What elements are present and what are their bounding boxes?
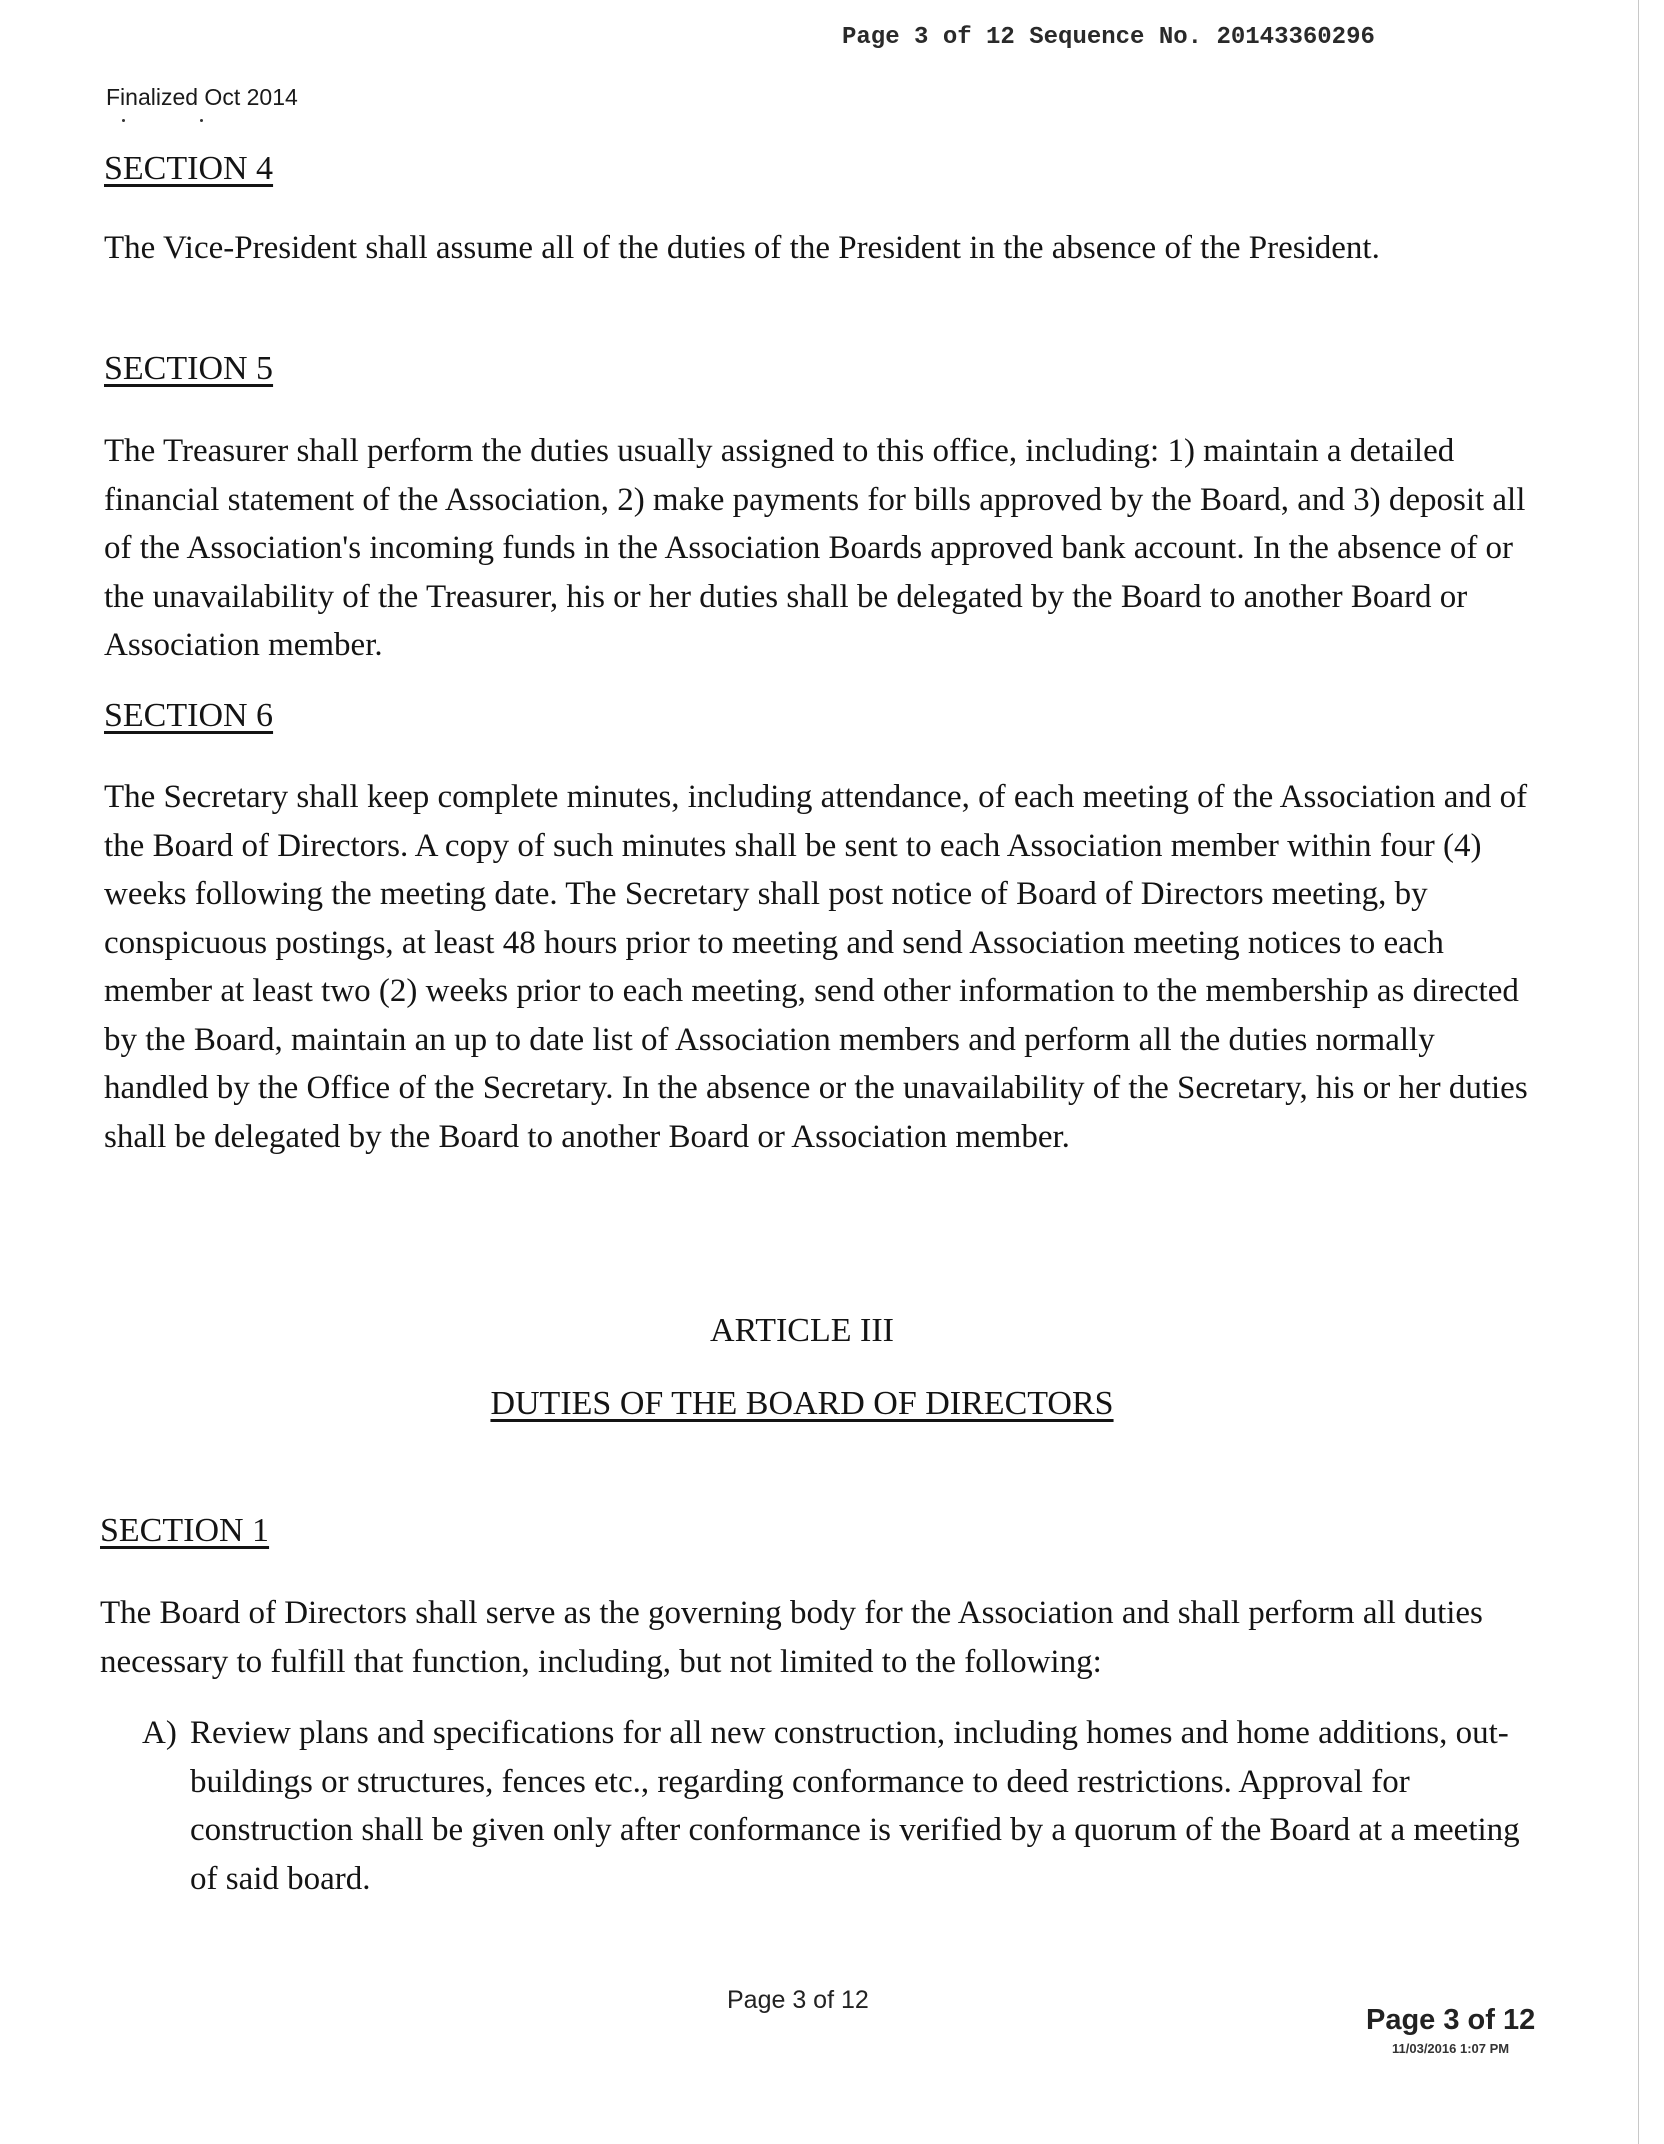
section-6-heading: SECTION 6 xyxy=(104,697,274,734)
article-section-1-heading: SECTION 1 xyxy=(100,1512,270,1549)
section-4-heading: SECTION 4 xyxy=(104,150,274,187)
page-edge-rule xyxy=(1638,0,1639,2144)
finalized-note: Finalized Oct 2014 xyxy=(106,84,298,110)
article-title: DUTIES OF THE BOARD OF DIRECTORS xyxy=(490,1385,1114,1422)
scan-specks xyxy=(122,119,204,123)
section-5-heading: SECTION 5 xyxy=(104,350,274,387)
section-4-text: The Vice-President shall assume all of the duties of the President in the absence of the President. xyxy=(104,230,1380,266)
article-number: ARTICLE III xyxy=(710,1312,894,1349)
article-section-1-text: The Board of Directors shall serve as the governing body for the Association and shall perform all duties necessary to fulfill that function, including, but not limited to the following: xyxy=(100,1595,1483,1680)
section-6-text: The Secretary shall keep complete minutes, including attendance, of each meeting of the Association and of the Board of Directors. A copy of such minutes shall be sent to each Association member within four (4) weeks following the meeting date. The Secretary shall post notice of Board of Directors meeting, by conspicuous postings, at least 48 hours prior to meeting and send Association meeting notices to each member at least two (2) weeks prior to each meeting, send other information to the membership as directed by the Board, maintain an up to date list of Association members and perform all the duties normally handled by the Office of the Secretary. In the absence or the unavailability of the Secretary, his or her duties shall be delegated by the Board to another Board or Association member. xyxy=(104,779,1528,1155)
footer-timestamp: 11/03/2016 1:07 PM xyxy=(1392,2041,1510,2056)
list-item-label: A) xyxy=(142,1715,177,1751)
section-5-text: The Treasurer shall perform the duties usually assigned to this office, including: 1) maintain a detailed financial statement of the Association, 2) make payments for bills approved by the Board, and 3) deposit all of the Association's incoming funds in the Association Boards approved bank account. In the absence of or the unavailability of the Treasurer, his or her duties shall be delegated by the Board to another Board or Association member. xyxy=(104,433,1526,663)
footer-page-stamp: Page 3 of 12 xyxy=(1366,2004,1536,2036)
sequence-header: Page 3 of 12 Sequence No. 20143360296 xyxy=(842,24,1375,51)
footer-page-number: Page 3 of 12 xyxy=(727,1986,869,2014)
list-item-text: Review plans and specifications for all new construction, including homes and home additions, out-buildings or structures, fences etc., regarding conformance to deed restrictions. Approval for construction shall be given only after conformance is verified by a quorum of the Board at a meeting of said board. xyxy=(190,1715,1520,1897)
